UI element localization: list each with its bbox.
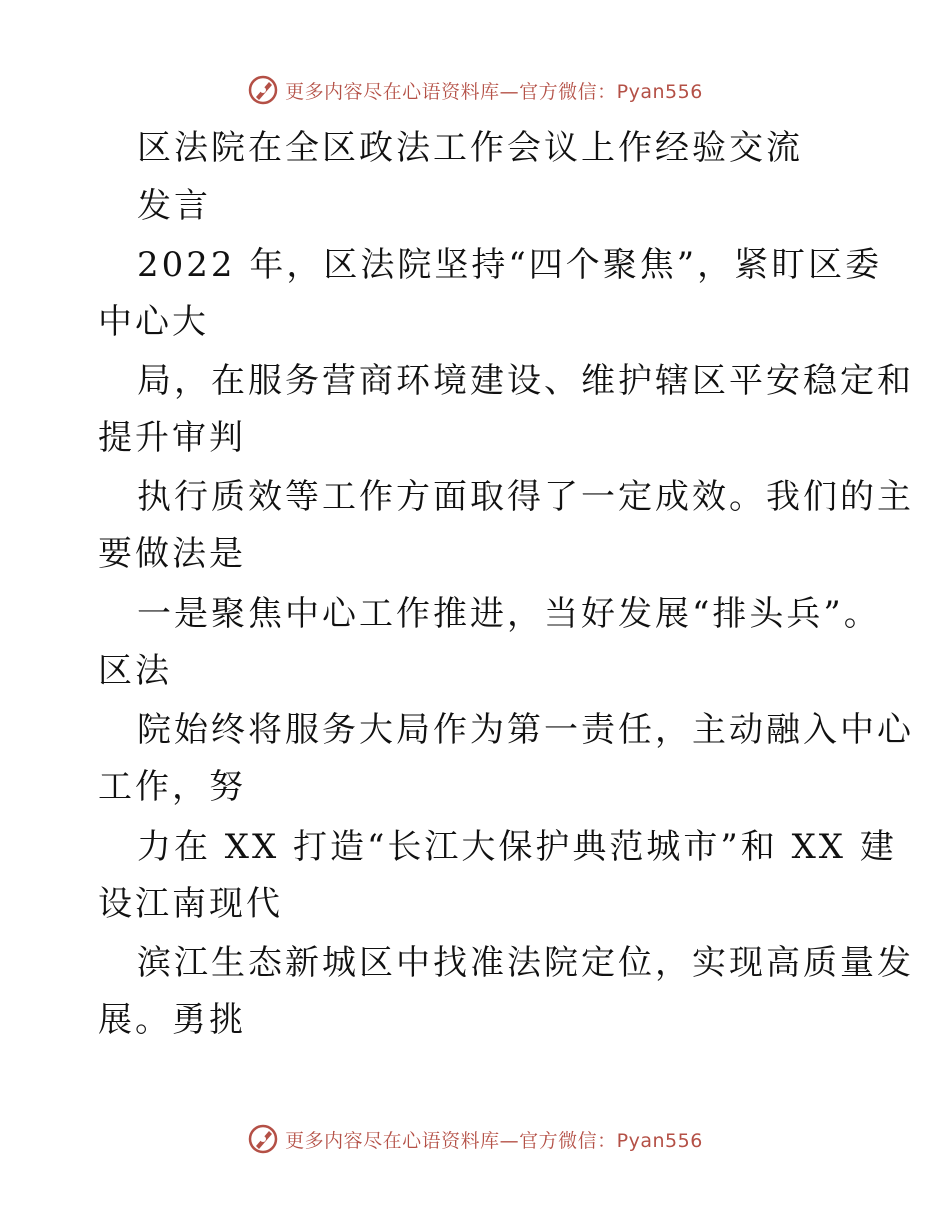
text-line: 提升审判: [98, 418, 246, 458]
text-line: 要做法是: [98, 534, 246, 574]
text-line: 设江南现代: [98, 884, 283, 924]
text-line: 中心大: [98, 302, 209, 342]
text-line: 区法: [98, 651, 172, 691]
text-line: 院始终将服务大局作为第一责任，主动融入中心: [137, 710, 914, 750]
text-line: 滨江生态新城区中找准法院定位，实现高质量发: [137, 943, 914, 983]
watermark-text: 更多内容尽在心语资料库—官方微信：Pyan556: [285, 80, 703, 103]
text-line: 局，在服务营商环境建设、维护辖区平安稳定和: [137, 361, 914, 401]
document-title-line-2: 发言: [137, 186, 211, 226]
pen-logo-icon: [247, 1123, 279, 1155]
text-line: 力在 XX 打造“长江大保护典范城市”和 XX 建: [137, 827, 897, 867]
text-line: 展。勇挑: [98, 1000, 246, 1040]
text-line: 执行质效等工作方面取得了一定成效。我们的主: [137, 477, 914, 517]
text-line: 工作，努: [98, 767, 246, 807]
footer-watermark: [0, 1121, 950, 1157]
watermark-text: 更多内容尽在心语资料库—官方微信：Pyan556: [285, 1129, 703, 1152]
text-line: 一是聚焦中心工作推进，当好发展“排头兵”。: [137, 594, 881, 634]
text-line: 2022 年，区法院坚持“四个聚焦”，紧盯区委: [137, 245, 883, 285]
document-title-line-1: 区法院在全区政法工作会议上作经验交流: [137, 128, 803, 168]
